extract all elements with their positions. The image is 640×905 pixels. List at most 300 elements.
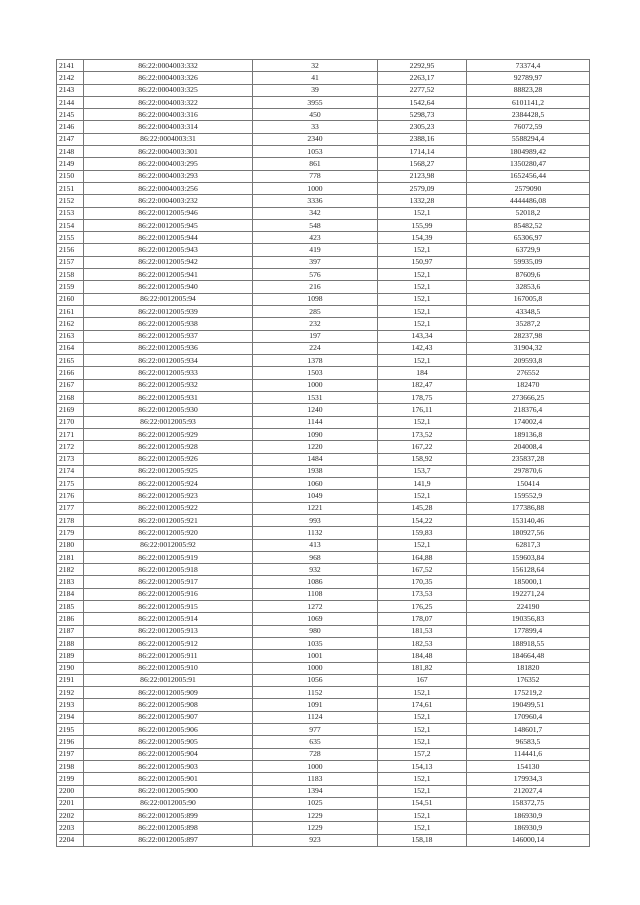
total-value-cell: 146000,14: [467, 834, 590, 846]
row-number-cell: 2151: [57, 182, 84, 194]
cadastral-number-cell: 86:22:0012005:929: [84, 428, 253, 440]
area-cell: 1060: [253, 478, 378, 490]
area-cell: 1272: [253, 601, 378, 613]
total-value-cell: 59935,09: [467, 256, 590, 268]
unit-price-cell: 1332,28: [378, 195, 467, 207]
row-number-cell: 2194: [57, 711, 84, 723]
area-cell: 778: [253, 170, 378, 182]
row-number-cell: 2202: [57, 810, 84, 822]
unit-price-cell: 152,1: [378, 724, 467, 736]
cadastral-number-cell: 86:22:0012005:917: [84, 576, 253, 588]
row-number-cell: 2153: [57, 207, 84, 219]
total-value-cell: 186930,9: [467, 822, 590, 834]
table-row: [57, 182, 590, 194]
total-value-cell: 204008,4: [467, 441, 590, 453]
unit-price-cell: 174,61: [378, 699, 467, 711]
unit-price-cell: 178,75: [378, 392, 467, 404]
area-cell: 1108: [253, 588, 378, 600]
unit-price-cell: 157,2: [378, 748, 467, 760]
cadastral-number-cell: 86:22:0012005:898: [84, 822, 253, 834]
table-row: [57, 724, 590, 736]
cadastral-number-cell: 86:22:0012005:934: [84, 355, 253, 367]
unit-price-cell: 2123,98: [378, 170, 467, 182]
unit-price-cell: 152,1: [378, 539, 467, 551]
table-row: [57, 404, 590, 416]
row-number-cell: 2149: [57, 158, 84, 170]
cadastral-number-cell: 86:22:0004003:316: [84, 109, 253, 121]
row-number-cell: 2161: [57, 305, 84, 317]
row-number-cell: 2148: [57, 146, 84, 158]
area-cell: 423: [253, 232, 378, 244]
row-number-cell: 2169: [57, 404, 84, 416]
unit-price-cell: 150,97: [378, 256, 467, 268]
unit-price-cell: 152,1: [378, 736, 467, 748]
unit-price-cell: 143,34: [378, 330, 467, 342]
row-number-cell: 2178: [57, 514, 84, 526]
row-number-cell: 2199: [57, 773, 84, 785]
table-row: [57, 625, 590, 637]
cadastral-number-cell: 86:22:0004003:326: [84, 72, 253, 84]
total-value-cell: 52018,2: [467, 207, 590, 219]
row-number-cell: 2195: [57, 724, 84, 736]
total-value-cell: 76072,59: [467, 121, 590, 133]
total-value-cell: 87609,6: [467, 269, 590, 281]
cadastral-number-cell: 86:22:0004003:232: [84, 195, 253, 207]
unit-price-cell: 1568,27: [378, 158, 467, 170]
area-cell: 413: [253, 539, 378, 551]
row-number-cell: 2150: [57, 170, 84, 182]
row-number-cell: 2191: [57, 674, 84, 686]
area-cell: 33: [253, 121, 378, 133]
row-number-cell: 2192: [57, 687, 84, 699]
area-cell: 1378: [253, 355, 378, 367]
row-number-cell: 2175: [57, 478, 84, 490]
area-cell: 397: [253, 256, 378, 268]
total-value-cell: 5588294,4: [467, 133, 590, 145]
area-cell: 232: [253, 318, 378, 330]
unit-price-cell: 152,1: [378, 711, 467, 723]
cadastral-number-cell: 86:22:0012005:899: [84, 810, 253, 822]
area-cell: 1938: [253, 465, 378, 477]
total-value-cell: 158372,75: [467, 797, 590, 809]
table-row: [57, 195, 590, 207]
row-number-cell: 2185: [57, 601, 84, 613]
total-value-cell: 92789,97: [467, 72, 590, 84]
unit-price-cell: 170,35: [378, 576, 467, 588]
unit-price-cell: 167: [378, 674, 467, 686]
cadastral-number-cell: 86:22:0012005:922: [84, 502, 253, 514]
unit-price-cell: 167,22: [378, 441, 467, 453]
area-cell: 861: [253, 158, 378, 170]
table-row: [57, 478, 590, 490]
cadastral-number-cell: 86:22:0012005:919: [84, 551, 253, 563]
table-row: [57, 465, 590, 477]
table-row: [57, 330, 590, 342]
row-number-cell: 2156: [57, 244, 84, 256]
unit-price-cell: 152,1: [378, 207, 467, 219]
unit-price-cell: 152,1: [378, 355, 467, 367]
row-number-cell: 2160: [57, 293, 84, 305]
unit-price-cell: 158,18: [378, 834, 467, 846]
table-row: [57, 613, 590, 625]
unit-price-cell: 145,28: [378, 502, 467, 514]
cadastral-number-cell: 86:22:0004003:325: [84, 84, 253, 96]
unit-price-cell: 176,25: [378, 601, 467, 613]
area-cell: 1090: [253, 428, 378, 440]
row-number-cell: 2200: [57, 785, 84, 797]
total-value-cell: 174002,4: [467, 416, 590, 428]
cadastral-number-cell: 86:22:0004003:256: [84, 182, 253, 194]
unit-price-cell: 184,48: [378, 650, 467, 662]
area-cell: 977: [253, 724, 378, 736]
row-number-cell: 2184: [57, 588, 84, 600]
unit-price-cell: 152,1: [378, 305, 467, 317]
cadastral-number-cell: 86:22:0012005:939: [84, 305, 253, 317]
cadastral-number-cell: 86:22:0012005:906: [84, 724, 253, 736]
unit-price-cell: 153,7: [378, 465, 467, 477]
cadastral-number-cell: 86:22:0012005:905: [84, 736, 253, 748]
table-row: [57, 650, 590, 662]
area-cell: 932: [253, 564, 378, 576]
cadastral-number-cell: 86:22:0004003:332: [84, 60, 253, 72]
row-number-cell: 2189: [57, 650, 84, 662]
total-value-cell: 88823,28: [467, 84, 590, 96]
table-row: [57, 797, 590, 809]
table-row: [57, 244, 590, 256]
table-row: [57, 637, 590, 649]
table-row: [57, 662, 590, 674]
table-row: [57, 305, 590, 317]
area-cell: 548: [253, 219, 378, 231]
table-row: [57, 60, 590, 72]
cadastral-number-cell: 86:22:0012005:937: [84, 330, 253, 342]
cadastral-number-cell: 86:22:0004003:295: [84, 158, 253, 170]
unit-price-cell: 1542,64: [378, 96, 467, 108]
area-cell: 1221: [253, 502, 378, 514]
unit-price-cell: 2388,16: [378, 133, 467, 145]
cadastral-number-cell: 86:22:0012005:921: [84, 514, 253, 526]
table-row: [57, 699, 590, 711]
cadastral-number-cell: 86:22:0012005:914: [84, 613, 253, 625]
table-row: [57, 342, 590, 354]
area-cell: 1035: [253, 637, 378, 649]
unit-price-cell: 2305,23: [378, 121, 467, 133]
area-cell: 1000: [253, 760, 378, 772]
row-number-cell: 2163: [57, 330, 84, 342]
unit-price-cell: 173,52: [378, 428, 467, 440]
row-number-cell: 2190: [57, 662, 84, 674]
unit-price-cell: 158,92: [378, 453, 467, 465]
cadastral-number-cell: 86:22:0012005:910: [84, 662, 253, 674]
table-row: [57, 428, 590, 440]
table-row: [57, 318, 590, 330]
area-cell: 1049: [253, 490, 378, 502]
area-cell: 1000: [253, 662, 378, 674]
area-cell: 1183: [253, 773, 378, 785]
row-number-cell: 2186: [57, 613, 84, 625]
area-cell: 285: [253, 305, 378, 317]
unit-price-cell: 1714,14: [378, 146, 467, 158]
area-cell: 1086: [253, 576, 378, 588]
total-value-cell: 96583,5: [467, 736, 590, 748]
table-row: [57, 158, 590, 170]
cadastral-number-cell: 86:22:0012005:936: [84, 342, 253, 354]
unit-price-cell: 152,1: [378, 293, 467, 305]
cadastral-number-cell: 86:22:0012005:925: [84, 465, 253, 477]
table-row: [57, 588, 590, 600]
unit-price-cell: 152,1: [378, 490, 467, 502]
cadastral-number-cell: 86:22:0012005:928: [84, 441, 253, 453]
unit-price-cell: 152,1: [378, 687, 467, 699]
table-row: [57, 281, 590, 293]
total-value-cell: 189136,8: [467, 428, 590, 440]
total-value-cell: 273666,25: [467, 392, 590, 404]
table-row: [57, 416, 590, 428]
total-value-cell: 180927,56: [467, 527, 590, 539]
row-number-cell: 2177: [57, 502, 84, 514]
row-number-cell: 2180: [57, 539, 84, 551]
area-cell: 197: [253, 330, 378, 342]
row-number-cell: 2145: [57, 109, 84, 121]
total-value-cell: 65306,97: [467, 232, 590, 244]
area-cell: 1240: [253, 404, 378, 416]
unit-price-cell: 152,1: [378, 244, 467, 256]
area-cell: 1053: [253, 146, 378, 158]
row-number-cell: 2144: [57, 96, 84, 108]
cadastral-number-cell: 86:22:0004003:293: [84, 170, 253, 182]
table-row: [57, 256, 590, 268]
total-value-cell: 1804989,42: [467, 146, 590, 158]
table-row: [57, 810, 590, 822]
area-cell: 1229: [253, 810, 378, 822]
table-row: [57, 822, 590, 834]
total-value-cell: 192271,24: [467, 588, 590, 600]
row-number-cell: 2174: [57, 465, 84, 477]
cadastral-number-cell: 86:22:0012005:945: [84, 219, 253, 231]
total-value-cell: 32853,6: [467, 281, 590, 293]
total-value-cell: 31904,32: [467, 342, 590, 354]
table-row: [57, 392, 590, 404]
area-cell: 1220: [253, 441, 378, 453]
area-cell: 1132: [253, 527, 378, 539]
unit-price-cell: 142,43: [378, 342, 467, 354]
cadastral-number-cell: 86:22:0012005:943: [84, 244, 253, 256]
row-number-cell: 2143: [57, 84, 84, 96]
table-row: [57, 576, 590, 588]
table-row: [57, 687, 590, 699]
area-cell: 993: [253, 514, 378, 526]
row-number-cell: 2158: [57, 269, 84, 281]
unit-price-cell: 152,1: [378, 416, 467, 428]
total-value-cell: 28237,98: [467, 330, 590, 342]
table-row: [57, 527, 590, 539]
area-cell: 1229: [253, 822, 378, 834]
area-cell: 32: [253, 60, 378, 72]
total-value-cell: 63729,9: [467, 244, 590, 256]
unit-price-cell: 152,1: [378, 269, 467, 281]
table-body: [57, 60, 590, 847]
area-cell: 1091: [253, 699, 378, 711]
cadastral-number-cell: 86:22:0012005:911: [84, 650, 253, 662]
row-number-cell: 2159: [57, 281, 84, 293]
unit-price-cell: 154,13: [378, 760, 467, 772]
row-number-cell: 2183: [57, 576, 84, 588]
cadastral-number-cell: 86:22:0012005:900: [84, 785, 253, 797]
table-row: [57, 121, 590, 133]
row-number-cell: 2141: [57, 60, 84, 72]
row-number-cell: 2204: [57, 834, 84, 846]
unit-price-cell: 173,53: [378, 588, 467, 600]
table-row: [57, 355, 590, 367]
area-cell: 923: [253, 834, 378, 846]
total-value-cell: 43348,5: [467, 305, 590, 317]
unit-price-cell: 181,53: [378, 625, 467, 637]
row-number-cell: 2164: [57, 342, 84, 354]
total-value-cell: 1652456,44: [467, 170, 590, 182]
cadastral-number-cell: 86:22:0012005:926: [84, 453, 253, 465]
cadastral-number-cell: 86:22:0012005:944: [84, 232, 253, 244]
cadastral-number-cell: 86:22:0012005:942: [84, 256, 253, 268]
total-value-cell: 184664,48: [467, 650, 590, 662]
total-value-cell: 85482,52: [467, 219, 590, 231]
unit-price-cell: 154,22: [378, 514, 467, 526]
total-value-cell: 114441,6: [467, 748, 590, 760]
row-number-cell: 2172: [57, 441, 84, 453]
row-number-cell: 2197: [57, 748, 84, 760]
total-value-cell: 159552,9: [467, 490, 590, 502]
table-row: [57, 551, 590, 563]
cadastral-number-cell: 86:22:0012005:933: [84, 367, 253, 379]
unit-price-cell: 182,53: [378, 637, 467, 649]
row-number-cell: 2147: [57, 133, 84, 145]
area-cell: 1025: [253, 797, 378, 809]
unit-price-cell: 152,1: [378, 281, 467, 293]
cadastral-number-cell: 86:22:0012005:932: [84, 379, 253, 391]
area-cell: 576: [253, 269, 378, 281]
total-value-cell: 6101141,2: [467, 96, 590, 108]
total-value-cell: 4444486,08: [467, 195, 590, 207]
cadastral-number-cell: 86:22:0012005:931: [84, 392, 253, 404]
unit-price-cell: 181,82: [378, 662, 467, 674]
table-row: [57, 711, 590, 723]
table-row: [57, 601, 590, 613]
unit-price-cell: 176,11: [378, 404, 467, 416]
area-cell: 980: [253, 625, 378, 637]
row-number-cell: 2170: [57, 416, 84, 428]
area-cell: 216: [253, 281, 378, 293]
total-value-cell: 62817,3: [467, 539, 590, 551]
row-number-cell: 2165: [57, 355, 84, 367]
cadastral-number-cell: 86:22:0012005:901: [84, 773, 253, 785]
total-value-cell: 182470: [467, 379, 590, 391]
unit-price-cell: 2292,95: [378, 60, 467, 72]
row-number-cell: 2168: [57, 392, 84, 404]
area-cell: 1000: [253, 182, 378, 194]
row-number-cell: 2167: [57, 379, 84, 391]
total-value-cell: 218376,4: [467, 404, 590, 416]
table-row: [57, 453, 590, 465]
cadastral-number-cell: 86:22:0012005:940: [84, 281, 253, 293]
unit-price-cell: 154,51: [378, 797, 467, 809]
cadastral-number-cell: 86:22:0012005:930: [84, 404, 253, 416]
table-row: [57, 441, 590, 453]
table-row: [57, 760, 590, 772]
area-cell: 342: [253, 207, 378, 219]
total-value-cell: 159603,84: [467, 551, 590, 563]
total-value-cell: 190499,51: [467, 699, 590, 711]
unit-price-cell: 152,1: [378, 810, 467, 822]
total-value-cell: 176352: [467, 674, 590, 686]
row-number-cell: 2176: [57, 490, 84, 502]
unit-price-cell: 178,07: [378, 613, 467, 625]
area-cell: 1503: [253, 367, 378, 379]
total-value-cell: 186930,9: [467, 810, 590, 822]
cadastral-number-cell: 86:22:0012005:90: [84, 797, 253, 809]
total-value-cell: 148601,7: [467, 724, 590, 736]
area-cell: 39: [253, 84, 378, 96]
cadastral-number-cell: 86:22:0012005:941: [84, 269, 253, 281]
cadastral-number-cell: 86:22:0012005:912: [84, 637, 253, 649]
cadastral-number-cell: 86:22:0012005:909: [84, 687, 253, 699]
row-number-cell: 2182: [57, 564, 84, 576]
total-value-cell: 188918,55: [467, 637, 590, 649]
total-value-cell: 181820: [467, 662, 590, 674]
cadastral-number-cell: 86:22:0012005:920: [84, 527, 253, 539]
total-value-cell: 175219,2: [467, 687, 590, 699]
row-number-cell: 2203: [57, 822, 84, 834]
unit-price-cell: 152,1: [378, 822, 467, 834]
row-number-cell: 2187: [57, 625, 84, 637]
table-row: [57, 109, 590, 121]
unit-price-cell: 154,39: [378, 232, 467, 244]
cadastral-number-cell: 86:22:0012005:918: [84, 564, 253, 576]
unit-price-cell: 2579,09: [378, 182, 467, 194]
area-cell: 3955: [253, 96, 378, 108]
table-row: [57, 514, 590, 526]
area-cell: 1124: [253, 711, 378, 723]
row-number-cell: 2155: [57, 232, 84, 244]
table-row: [57, 379, 590, 391]
table-row: [57, 72, 590, 84]
cadastral-number-cell: 86:22:0004003:314: [84, 121, 253, 133]
total-value-cell: 153140,46: [467, 514, 590, 526]
area-cell: 450: [253, 109, 378, 121]
area-cell: 1056: [253, 674, 378, 686]
total-value-cell: 156128,64: [467, 564, 590, 576]
cadastral-number-cell: 86:22:0012005:938: [84, 318, 253, 330]
cadastral-value-table: [56, 59, 590, 847]
cadastral-number-cell: 86:22:0004003:322: [84, 96, 253, 108]
unit-price-cell: 152,1: [378, 318, 467, 330]
unit-price-cell: 167,52: [378, 564, 467, 576]
total-value-cell: 73374,4: [467, 60, 590, 72]
total-value-cell: 179934,3: [467, 773, 590, 785]
unit-price-cell: 141,9: [378, 478, 467, 490]
unit-price-cell: 184: [378, 367, 467, 379]
area-cell: 1098: [253, 293, 378, 305]
cadastral-number-cell: 86:22:0012005:92: [84, 539, 253, 551]
table-row: [57, 834, 590, 846]
total-value-cell: 2579090: [467, 182, 590, 194]
table-row: [57, 539, 590, 551]
total-value-cell: 150414: [467, 478, 590, 490]
area-cell: 635: [253, 736, 378, 748]
table-row: [57, 674, 590, 686]
area-cell: 419: [253, 244, 378, 256]
table-row: [57, 490, 590, 502]
total-value-cell: 235837,28: [467, 453, 590, 465]
total-value-cell: 276552: [467, 367, 590, 379]
